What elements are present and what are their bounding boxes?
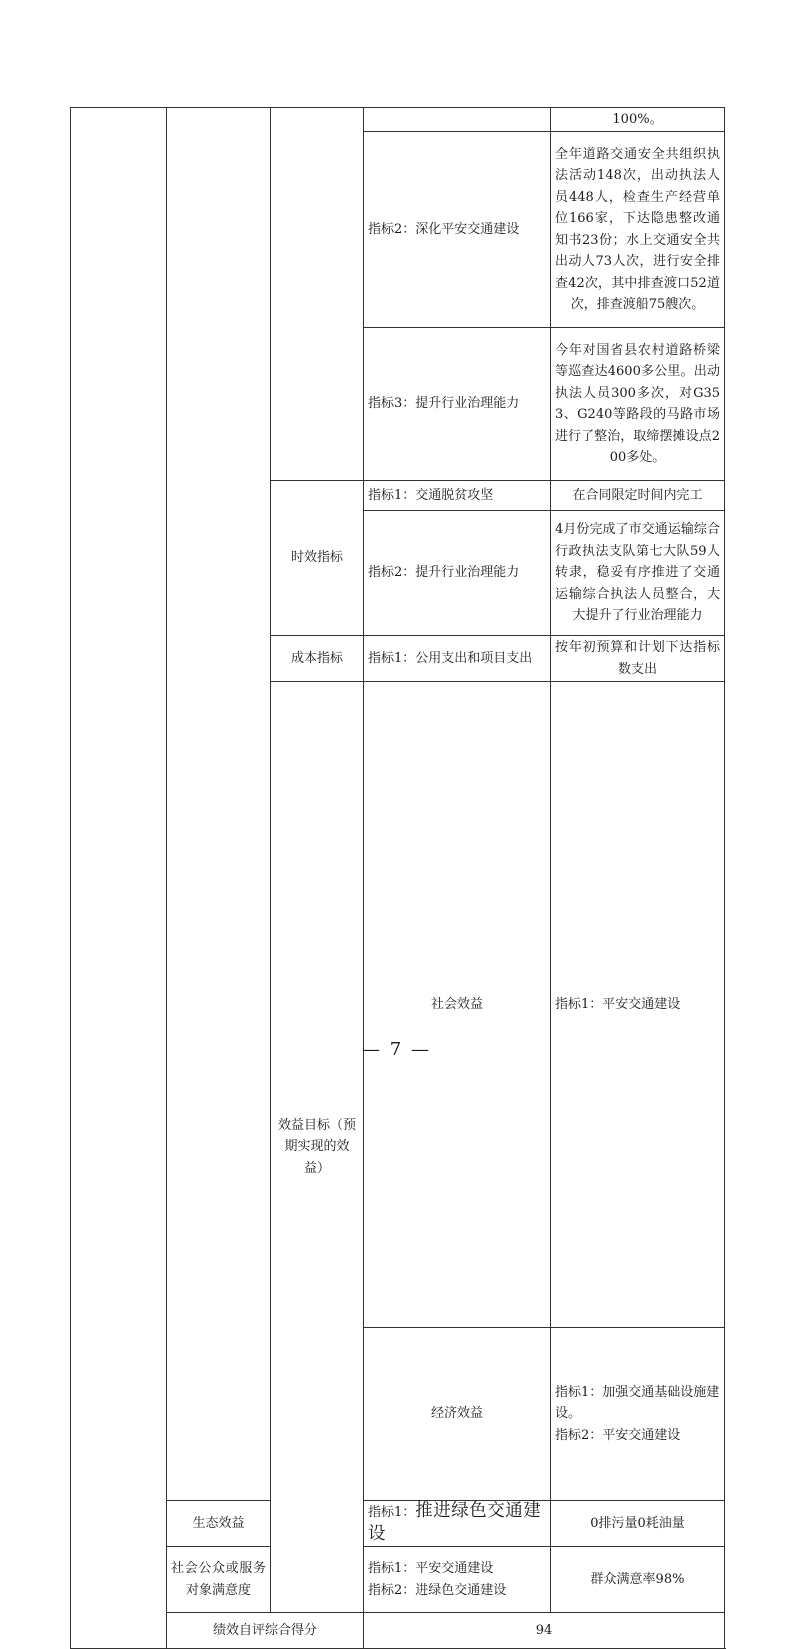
indicator-main-text: 推进绿色交通建设 [368,1501,542,1544]
blank-level3-cell [271,108,364,481]
indicator-line: 指标2：进绿色交通建设 [368,1582,507,1598]
indicator-value: 群众满意率98% [551,1547,725,1613]
score-value: 94 [364,1613,725,1649]
table-row [71,1547,725,1613]
table-row [71,1501,725,1547]
benefit-label: 效益目标（预期实现的效益） [271,682,364,1613]
indicator-name: 指标2：提升行业治理能力 [364,511,551,636]
indicator-name: 指标3：提升行业治理能力 [364,328,551,481]
indicator-line: 指标1：加强交通基础设施建设。 [555,1384,720,1422]
ecological-benefit-label: 生态效益 [167,1501,271,1547]
indicator-line: 指标2：平安交通建设 [555,1427,681,1443]
indicator-name: 指标1：平安交通建设 [551,682,725,1328]
blank-level2-cell [167,108,271,1501]
indicator-name: 指标1：公用支出和项目支出 [364,636,551,682]
economic-benefit-label: 经济效益 [364,1328,551,1501]
indicator-name [551,1328,725,1501]
score-row [71,1613,725,1649]
satisfaction-label: 社会公众或服务对象满意度 [167,1547,271,1613]
cost-label: 成本指标 [271,636,364,682]
timeliness-label: 时效指标 [271,481,364,636]
indicator-value: 全年道路交通安全共组织执法活动148次，出动执法人员448人，检查生产经营单位166家，下达隐患整改通知书23份；水上交通安全共出动人73人次，进行安全排查42次，其中排查渡口52道次，排查渡船75艘次。 [551,132,725,328]
table-row [71,108,725,132]
indicator-value: 在合同限定时间内完工 [551,481,725,511]
indicator-name [364,1501,551,1547]
indicator-name: 指标2：深化平安交通建设 [364,132,551,328]
indicator-value: 4月份完成了市交通运输综合行政执法支队第七大队59人转隶，稳妥有序推进了交通运输综合执法人员整合，大大提升了行业治理能力 [551,511,725,636]
indicator-value: 今年对国省县农村道路桥梁等巡查达4600多公里。出动执法人员300多次，对G353、G240等路段的马路市场进行了整治，取缔摆摊设点200多处。 [551,328,725,481]
indicator-prefix: 指标1： [368,1505,416,1520]
social-benefit-label: 社会效益 [364,682,551,1328]
performance-evaluation-table [70,107,725,1649]
indicator-value: 0排污量0耗油量 [551,1501,725,1547]
score-label: 绩效自评综合得分 [167,1613,364,1649]
page-number: — 7 — [362,1039,431,1060]
blank-indicator-cell [364,108,551,132]
indicator-line: 指标1：平安交通建设 [368,1561,494,1576]
indicator-name: 指标1：交通脱贫攻坚 [364,481,551,511]
blank-level1-cell [71,108,167,1649]
indicator-name [364,1547,551,1613]
indicator-value: 100%。 [551,108,725,132]
indicator-value: 按年初预算和计划下达指标数支出 [551,636,725,682]
